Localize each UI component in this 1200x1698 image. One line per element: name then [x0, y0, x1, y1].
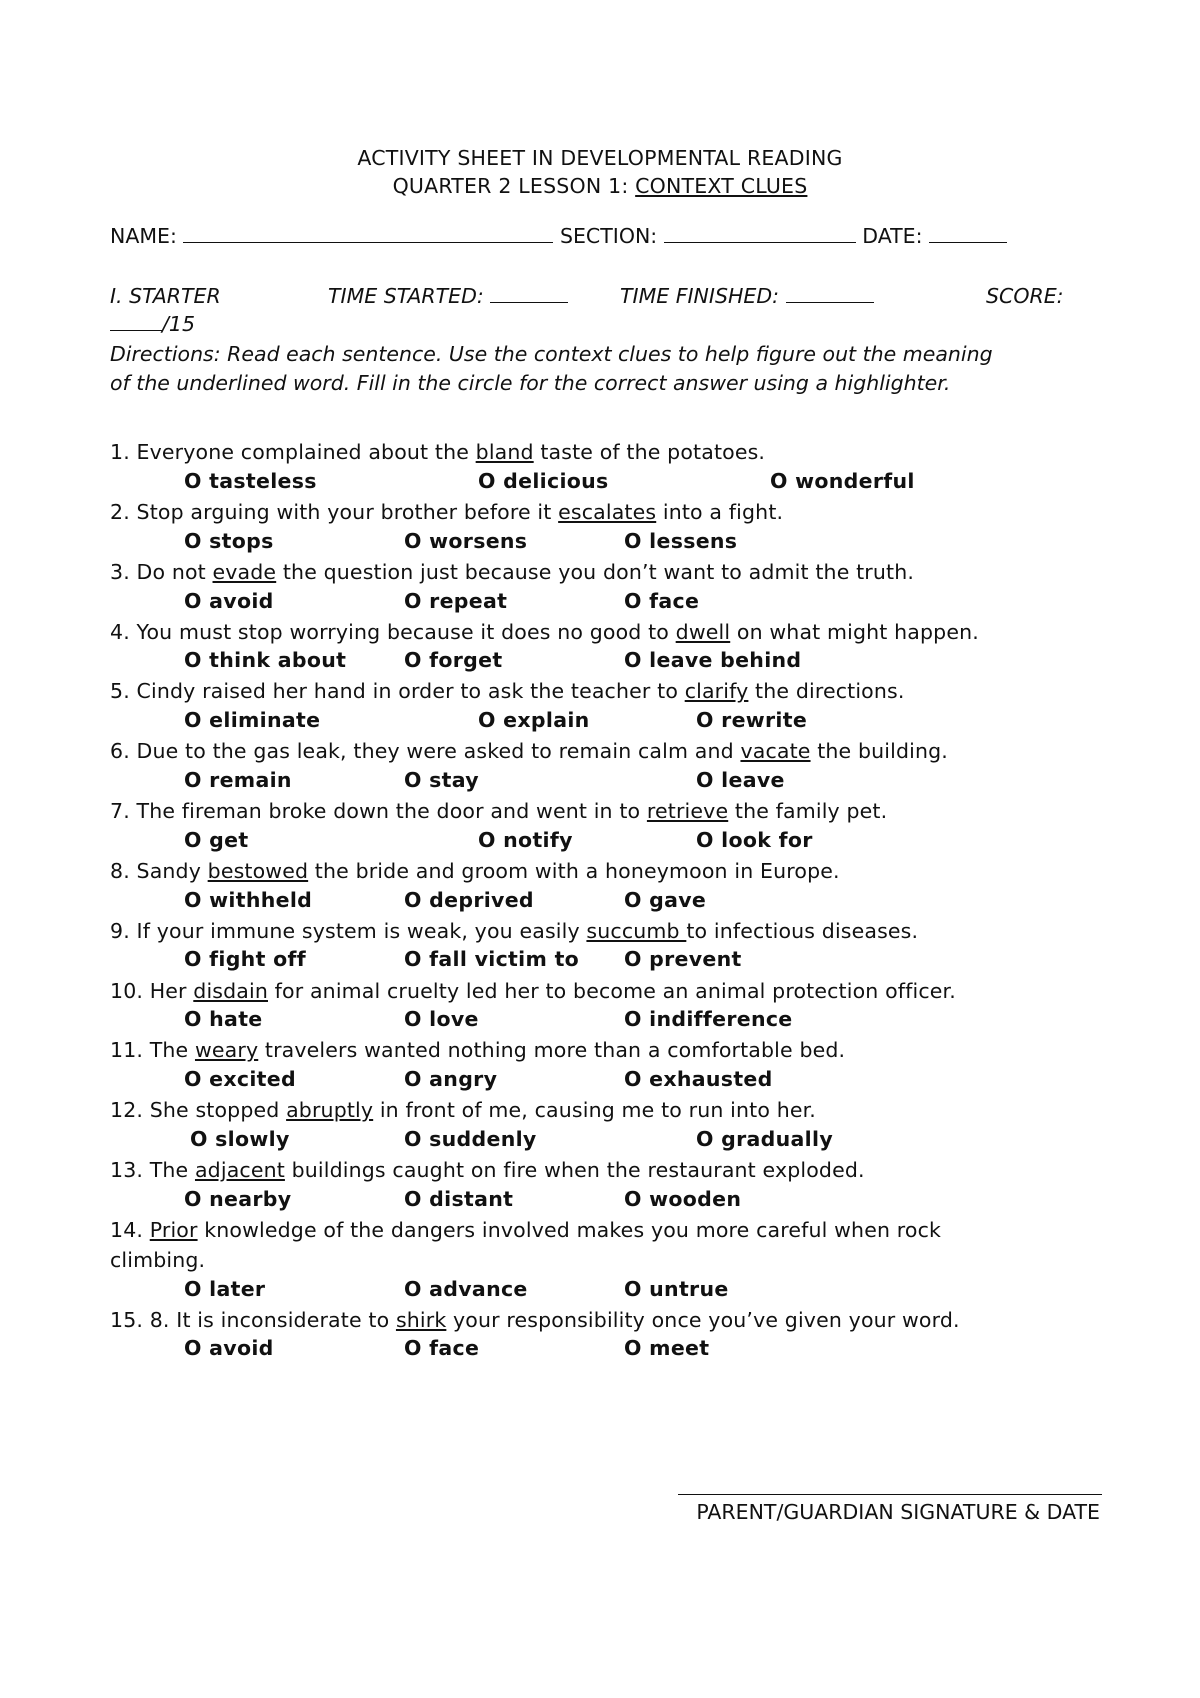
- section-label: SECTION:: [559, 224, 658, 248]
- question-text: 5. Cindy raised her hand in order to ask the teacher to: [110, 679, 685, 703]
- starter-label: I. STARTER: [110, 284, 221, 308]
- question-text: 3. Do not: [110, 560, 213, 584]
- question-text: 15. 8. It is inconsiderate to: [110, 1308, 396, 1332]
- underlined-word: abruptly: [286, 1098, 374, 1122]
- answer-option[interactable]: O forget: [404, 648, 503, 672]
- answer-option[interactable]: O untrue: [624, 1277, 729, 1301]
- underlined-word: succumb: [586, 919, 687, 943]
- answer-option[interactable]: O exhausted: [624, 1067, 773, 1091]
- answer-option[interactable]: O tasteless: [184, 469, 317, 493]
- question-text: on what might happen.: [730, 620, 979, 644]
- answer-option[interactable]: O slowly: [190, 1127, 290, 1151]
- question-text: buildings caught on fire when the restaurant exploded.: [284, 1158, 865, 1182]
- question-text: 9. If your immune system is weak, you easily: [110, 919, 587, 943]
- underlined-word: vacate: [740, 739, 811, 763]
- directions-line-1: Directions: Read each sentence. Use the context clues to help figure out the meaning: [110, 342, 993, 366]
- answer-option[interactable]: O meet: [624, 1336, 710, 1360]
- answer-option[interactable]: O excited: [184, 1067, 296, 1091]
- answer-option[interactable]: O worsens: [404, 529, 528, 553]
- answer-option[interactable]: O think about: [184, 648, 347, 672]
- question-continuation: climbing.: [110, 1248, 206, 1272]
- underlined-word: weary: [194, 1038, 259, 1062]
- lesson-title: QUARTER 2 LESSON 1: CONTEXT CLUES: [392, 174, 808, 198]
- answer-options: [0, 527, 1200, 555]
- question-15: [110, 1306, 960, 1334]
- name-label: NAME:: [110, 224, 177, 248]
- answer-option[interactable]: O wonderful: [770, 469, 915, 493]
- answer-option[interactable]: O angry: [404, 1067, 498, 1091]
- answer-option[interactable]: O face: [624, 589, 700, 613]
- answer-option[interactable]: O get: [184, 828, 249, 852]
- question-text: 7. The fireman broke down the door and went in to: [110, 799, 647, 823]
- answer-option[interactable]: O stops: [184, 529, 274, 553]
- question-text: 8. Sandy: [110, 859, 208, 883]
- answer-option[interactable]: O hate: [184, 1007, 263, 1031]
- question-text: into a fight.: [656, 500, 784, 524]
- answer-option[interactable]: O lessens: [624, 529, 738, 553]
- question-10: [110, 977, 956, 1005]
- answer-options: [0, 1334, 1200, 1362]
- score-label: SCORE:: [986, 284, 1064, 308]
- question-text: for animal cruelty led her to become an animal protection officer.: [268, 979, 956, 1003]
- answer-option[interactable]: O indifference: [624, 1007, 793, 1031]
- question-9: [110, 917, 918, 945]
- answer-option[interactable]: O fight off: [184, 947, 306, 971]
- answer-options: [0, 1065, 1200, 1093]
- answer-option[interactable]: O explain: [478, 708, 590, 732]
- question-text: the bride and groom with a honeymoon in Europe.: [308, 859, 840, 883]
- question-text: 11. The: [110, 1038, 195, 1062]
- score-blank[interactable]: [110, 310, 162, 331]
- time-started-label: TIME STARTED:: [328, 284, 484, 308]
- answer-options: [0, 587, 1200, 615]
- answer-option[interactable]: O eliminate: [184, 708, 321, 732]
- answer-option[interactable]: O love: [404, 1007, 479, 1031]
- question-1: [110, 438, 765, 466]
- answer-option[interactable]: O nearby: [184, 1187, 292, 1211]
- question-text: the building.: [810, 739, 948, 763]
- answer-option[interactable]: O suddenly: [404, 1127, 537, 1151]
- question-4: [110, 618, 979, 646]
- directions-line-2: of the underlined word. Fill in the circle for the correct answer using a highlighter.: [110, 371, 951, 395]
- question-13: [110, 1156, 865, 1184]
- question-text: the question just because you don’t want to admit the truth.: [276, 560, 915, 584]
- answer-options: [0, 945, 1200, 973]
- question-text: the family pet.: [728, 799, 888, 823]
- answer-option[interactable]: O stay: [404, 768, 479, 792]
- question-6: [110, 737, 948, 765]
- answer-option[interactable]: O prevent: [624, 947, 742, 971]
- underlined-word: disdain: [193, 979, 268, 1003]
- underlined-word: clarify: [684, 679, 749, 703]
- question-text: your responsibility once you’ve given your word.: [446, 1308, 960, 1332]
- section-blank[interactable]: [664, 222, 856, 243]
- sheet-title: ACTIVITY SHEET IN DEVELOPMENTAL READING: [357, 146, 843, 170]
- answer-option[interactable]: O distant: [404, 1187, 514, 1211]
- answer-options: [0, 766, 1200, 794]
- answer-option[interactable]: O wooden: [624, 1187, 742, 1211]
- underlined-word: adjacent: [194, 1158, 285, 1182]
- question-text: 2. Stop arguing with your brother before it: [110, 500, 559, 524]
- answer-option[interactable]: O deprived: [404, 888, 534, 912]
- question-3: [110, 558, 914, 586]
- question-text: taste of the potatoes.: [533, 440, 766, 464]
- answer-options: [0, 646, 1200, 674]
- lesson-topic: CONTEXT CLUES: [635, 174, 808, 198]
- answer-options: [0, 467, 1200, 495]
- date-blank[interactable]: [929, 222, 1007, 243]
- student-info-row: [110, 222, 1007, 250]
- score-group: [110, 310, 195, 338]
- answer-option[interactable]: O gave: [624, 888, 707, 912]
- question-text: 1. Everyone complained about the: [110, 440, 476, 464]
- underlined-word: bestowed: [207, 859, 309, 883]
- question-5: [110, 677, 905, 705]
- question-2: [110, 498, 783, 526]
- question-12: [110, 1096, 816, 1124]
- name-blank[interactable]: [183, 222, 553, 243]
- answer-options: [0, 1005, 1200, 1033]
- time-started-group: [328, 282, 568, 310]
- underlined-word: Prior: [149, 1218, 198, 1242]
- question-text: 10. Her: [110, 979, 194, 1003]
- answer-option[interactable]: O fall victim to: [404, 947, 580, 971]
- question-text: knowledge of the dangers involved makes you more careful when rock: [197, 1218, 942, 1242]
- time-finished-group: [620, 282, 874, 310]
- question-text: 4. You must stop worrying because it does no good to: [110, 620, 676, 644]
- answer-options: [0, 1125, 1200, 1153]
- underlined-word: bland: [475, 440, 534, 464]
- answer-options: [0, 706, 1200, 734]
- underlined-word: retrieve: [646, 799, 729, 823]
- underlined-word: escalates: [558, 500, 657, 524]
- answer-options: [0, 1275, 1200, 1303]
- answer-options: [0, 1185, 1200, 1213]
- answer-options: [0, 826, 1200, 854]
- question-text: in front of me, causing me to run into her.: [373, 1098, 816, 1122]
- signature-label: PARENT/GUARDIAN SIGNATURE & DATE: [696, 1500, 1100, 1524]
- underlined-word: shirk: [395, 1308, 447, 1332]
- underlined-word: dwell: [675, 620, 731, 644]
- answer-option[interactable]: O gradually: [696, 1127, 834, 1151]
- question-text: 13. The: [110, 1158, 195, 1182]
- question-text: 14.: [110, 1218, 150, 1242]
- answer-option[interactable]: O avoid: [184, 589, 274, 613]
- answer-option[interactable]: O delicious: [478, 469, 609, 493]
- answer-option[interactable]: O later: [184, 1277, 266, 1301]
- answer-option[interactable]: O leave behind: [624, 648, 802, 672]
- question-text: to infectious diseases.: [686, 919, 919, 943]
- question-11: [110, 1036, 845, 1064]
- answer-option[interactable]: O remain: [184, 768, 292, 792]
- answer-option[interactable]: O avoid: [184, 1336, 274, 1360]
- time-finished-label: TIME FINISHED:: [620, 284, 780, 308]
- signature-line[interactable]: [678, 1494, 1102, 1495]
- answer-option[interactable]: O look for: [696, 828, 813, 852]
- underlined-word: evade: [212, 560, 277, 584]
- answer-option[interactable]: O repeat: [404, 589, 508, 613]
- answer-option[interactable]: O rewrite: [696, 708, 808, 732]
- answer-option[interactable]: O face: [404, 1336, 480, 1360]
- answer-option[interactable]: O withheld: [184, 888, 313, 912]
- question-text: 12. She stopped: [110, 1098, 287, 1122]
- answer-option[interactable]: O leave: [696, 768, 785, 792]
- answer-options: [0, 886, 1200, 914]
- score-total: /15: [162, 312, 195, 336]
- question-text: travelers wanted nothing more than a comfortable bed.: [258, 1038, 846, 1062]
- question-8: [110, 857, 840, 885]
- answer-option[interactable]: O advance: [404, 1277, 528, 1301]
- date-label: DATE:: [862, 224, 923, 248]
- time-finished-blank[interactable]: [786, 282, 874, 303]
- question-7: [110, 797, 887, 825]
- question-14: [110, 1216, 941, 1244]
- answer-option[interactable]: O notify: [478, 828, 573, 852]
- question-text: 6. Due to the gas leak, they were asked to remain calm and: [110, 739, 741, 763]
- time-started-blank[interactable]: [490, 282, 568, 303]
- question-text: the directions.: [748, 679, 905, 703]
